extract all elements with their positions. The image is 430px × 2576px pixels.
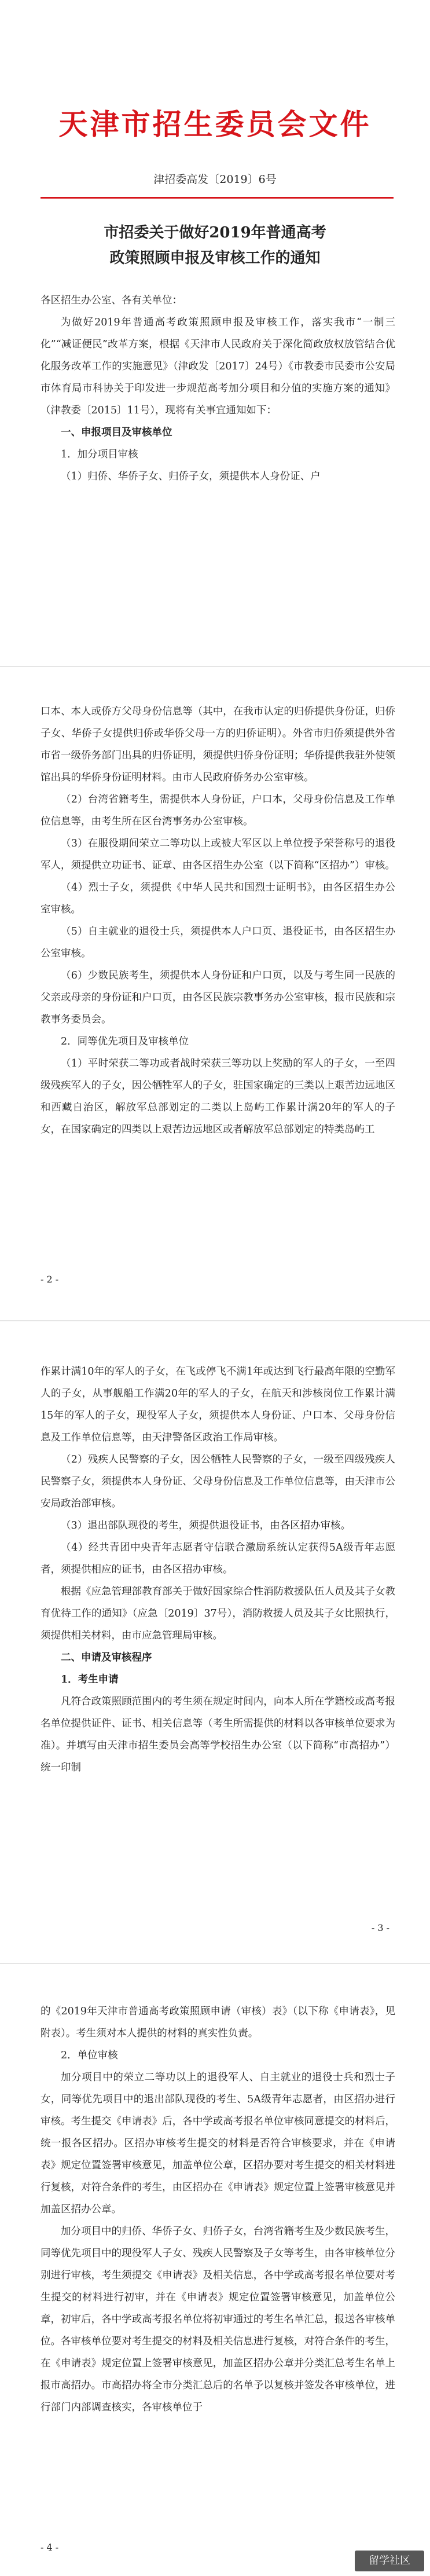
document-page-4 [0, 1969, 430, 2576]
notice-title [0, 220, 430, 271]
section-heading: 二、申请及审核程序 [61, 1652, 152, 1663]
paragraph: （6）少数民族考生，须提供本人身份证和户口页，以及与考生同一民族的父亲或母亲的身份证和户口页，由各区民族宗教事务办公室审核，报市民族和宗教事务委员会。 [41, 970, 395, 1025]
page-separator [0, 666, 430, 667]
paragraph: （4）烈士子女，须提供《中华人民共和国烈士证明书》，由各区招生办公室审核。 [41, 882, 395, 915]
paragraph: 作累计满10年的军人的子女，在飞或停飞不满1年或达到飞行最高年限的空勤军人的子女，从事舰船工作满20年的军人的子女，在航天和涉核岗位工作累计满15年的军人的子女，现役军人子女，须提供本人身份证、户口本、父母身份信息及工作单位信息等，由天津警备区政治工作局审核。 [41, 1366, 395, 1443]
paragraph: （3）在服役期间荣立二等功以上或被大军区以上单位授予荣誉称号的退役军人，须提供立功证书、证章、由各区招生办公室（以下简称“区招办”）审核。 [41, 838, 395, 871]
document-page-2 [0, 672, 430, 1314]
paragraph: （3）退出部队现役的考生，须提供退役证书，由各区招办审核。 [61, 1520, 351, 1531]
paragraph: 口本、本人或侨方父母身份信息等（其中，在我市认定的归侨提供身份证，归侨子女、华侨子女提供归侨或华侨父母一方的归侨证明）。外省市归侨须提供外省市省一级侨务部门出具的归侨证明，须提供归侨身份证明；华侨提供我驻外使领馆出具的华侨身份证明材料。由市人民政府侨务办公室审核。 [41, 706, 395, 783]
document-header: 天津市招生委员会文件 [58, 108, 372, 141]
page-3-body [41, 1361, 395, 1779]
document-page-1 [0, 0, 430, 672]
sub-heading: 2．单位审核 [61, 2050, 118, 2061]
paragraph: 为做好2019年普通高考政策照顾申报及审核工作，落实我市“一制三化”“减证便民”改革方案，根据《天津市人民政府关于深化简政放权放管结合优化服务改革工作的实施意见》（津政发〔2017〕24号）《市教委市民委市公安局市体育局市科协关于印发进一步规范高考加分项目和分值的实施方案的通知》（津教委〔2015〕11号），现将有关事宜通知如下： [41, 317, 395, 416]
paragraph: （5）自主就业的退役士兵，须提供本人户口页、退役证书，由各区招生办公室审核。 [41, 926, 395, 959]
paragraph: 的《2019年天津市普通高考政策照顾申请（审核）表》（以下称《申请表》，见附表）。考生须对本人提供的材料的真实性负责。 [41, 2006, 395, 2039]
page-number: - 4 - [41, 2542, 59, 2553]
page-separator [0, 1320, 430, 1321]
sub-heading: 1．考生申请 [61, 1674, 119, 1685]
section-heading: 一、申报项目及审核单位 [61, 427, 172, 438]
paragraph: 加分项目中的归侨、华侨子女、归侨子女，台湾省籍考生及少数民族考生，同等优先项目中的现役军人子女、残疾人民警察及子女等考生，由各审核单位分别进行审核，考生须提交《申请表》及相关信息，各中学或高考报名单位要对考生提交的材料进行初审，并在《申请表》规定位置签署审核意见，加盖单位公章，初审后，各中学或高考报名单位将初审通过的考生名单汇总，报送各审核单位。各审核单位要对考生提交的材料及相关信息进行复核，对符合条件的考生，在《申请表》规定位置上签署审核意见，加盖区招办公章并分类汇总考生名单上报市高招办。市高招办将全市分类汇总后的名单予以复核并签发各审核单位，进行部门内部调查核实，各审核单位于 [41, 2226, 395, 2413]
paragraph: 加分项目中的荣立二等功以上的退役军人、自主就业的退役士兵和烈士子女，同等优先项目中的退出部队现役的考生、5A级青年志愿者，由区招办进行审核。考生提交《申请表》后，各中学或高考报名单位审核同意提交的材料后，统一报各区招办。区招办审核考生提交的材料是否符合审核要求，并在《申请表》规定位置签署审核意见，加盖单位公章，区招办要对考生提交的相关材料进行复核，对符合条件的考生，由区招办在《申请表》规定位置上签署审核意见并加盖区招办公章。 [41, 2072, 395, 2215]
page-1-body [41, 290, 395, 488]
page-number: - 2 - [41, 1274, 59, 1285]
red-divider [41, 197, 394, 199]
notice-title-line-1: 市招委关于做好2019年普通高考 [104, 224, 326, 241]
paragraph: （1）平时荣获二等功或者战时荣获三等功以上奖励的军人的子女，一至四级残疾军人的子女，因公牺牲军人的子女，驻国家确定的三类以上艰苦边远地区和西藏自治区，解放军总部划定的二类以上岛屿工作累计满20年的军人的子女，在国家确定的四类以上艰苦边远地区或者解放军总部划定的特类岛屿工 [41, 1058, 395, 1135]
sub-heading: 2．同等优先项目及审核单位 [61, 1036, 189, 1047]
sub-heading: 1．加分项目审核 [61, 449, 138, 460]
paragraph: （2）台湾省籍考生，需提供本人身份证，户口本，父母身份信息及工作单位信息等，由考生所在区台湾事务办公室审核。 [41, 794, 395, 827]
page-4-body [41, 2000, 395, 2419]
page-separator [0, 1963, 430, 1964]
document-page-3 [0, 1326, 430, 1957]
paragraph: （4）经共青团中央青年志愿者守信联合激励系统认定获得5A级青年志愿者，须提供相应的证书，由各区招办审核。 [41, 1542, 395, 1575]
paragraph: （2）残疾人民警察的子女，因公牺牲人民警察的子女，一级至四级残疾人民警察子女，须提供本人身份证、父母身份信息及工作单位信息等，由天津市公安局政治部审核。 [41, 1454, 395, 1509]
page-2-body [41, 701, 395, 1141]
page-number: - 3 - [371, 1922, 389, 1933]
paragraph: 根据《应急管理部教育部关于做好国家综合性消防救援队伍人员及其子女教育优待工作的通知》（应急〔2019〕37号），消防救援人员及其子女比照执行，须提供相关材料，由市应急管理局审核。 [41, 1586, 395, 1641]
site-watermark: 留学社区 [355, 2551, 424, 2571]
document-number: 津招委高发〔2019〕6号 [153, 173, 277, 186]
paragraph: （1）归侨、华侨子女、归侨子女，须提供本人身份证、户 [61, 471, 321, 482]
paragraph: 凡符合政策照顾范围内的考生须在规定时间内，向本人所在学籍校或高考报名单位提供证件、证书、相关信息等（考生所需提供的材料以各审核单位要求为准）。并填写由天津市招生委员会高等学校招生办公室（以下简称“市高招办”）统一印制 [41, 1696, 395, 1773]
salutation: 各区招生办公室、各有关单位： [41, 295, 182, 306]
notice-title-line-2: 政策照顾申报及审核工作的通知 [109, 250, 321, 267]
